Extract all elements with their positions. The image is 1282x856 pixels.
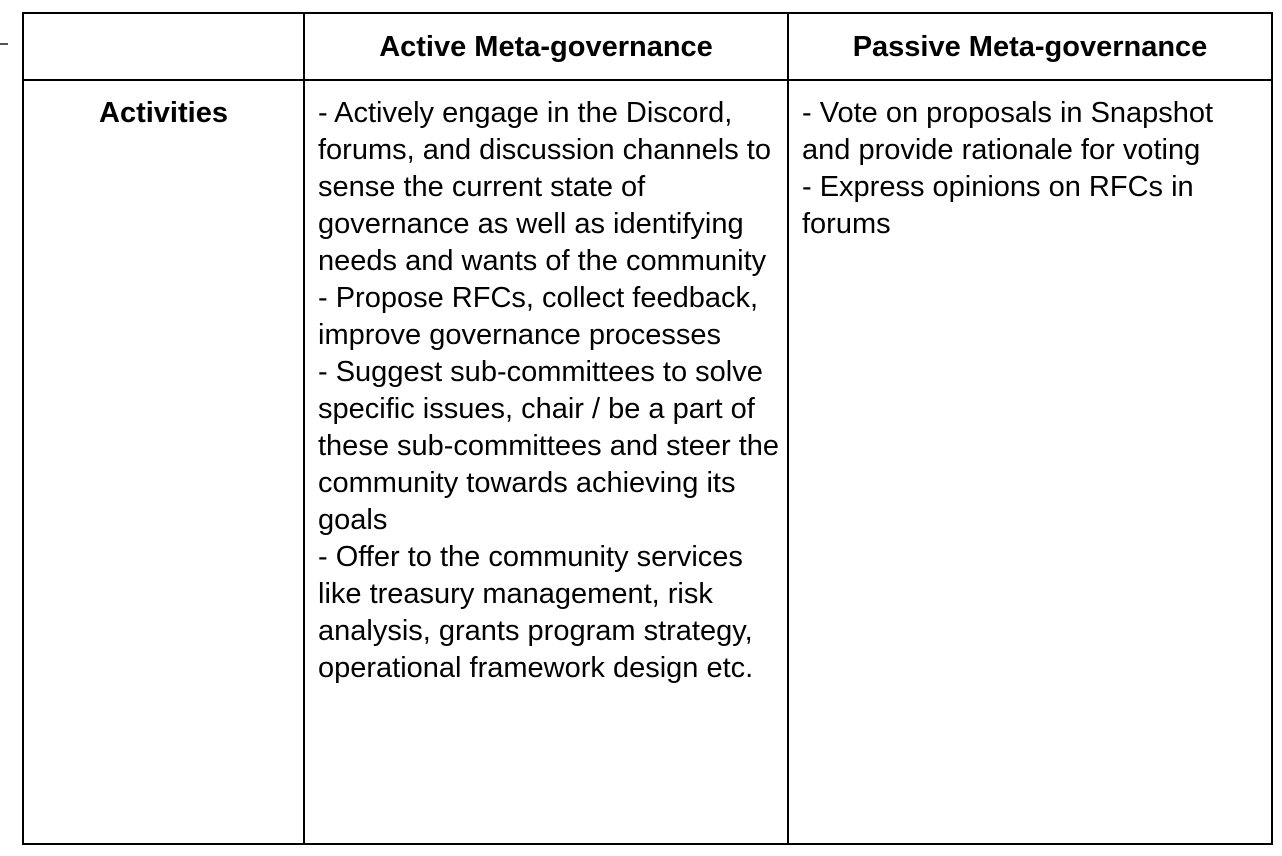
edge-dash-mark: [0, 43, 8, 45]
row-label-activities: Activities: [23, 80, 304, 844]
active-activity-item: - Offer to the community services like treasury management, risk analysis, grants program strategy, operational framework design etc.: [318, 541, 754, 684]
table-row: [23, 80, 1272, 844]
active-activities-cell: [304, 80, 788, 844]
header-active-meta-governance: Active Meta-governance: [304, 13, 788, 80]
active-activity-item: - Actively engage in the Discord, forums, and discussion channels to sense the current state of governance as well as identifying needs and wants of the community: [318, 97, 771, 277]
passive-activity-item: - Vote on proposals in Snapshot and provide rationale for voting: [802, 97, 1214, 166]
active-activity-item: - Suggest sub-committees to solve specific issues, chair / be a part of these sub-committees and steer the community towards achieving its goals: [318, 356, 780, 536]
header-passive-meta-governance: Passive Meta-governance: [788, 13, 1272, 80]
passive-activities-cell: [788, 80, 1272, 844]
corner-header-cell: [23, 13, 304, 80]
active-activity-item: - Propose RFCs, collect feedback, improve governance processes: [318, 282, 759, 351]
table-header-row: [23, 13, 1272, 80]
passive-activity-item: - Express opinions on RFCs in forums: [802, 171, 1194, 240]
meta-governance-table: [22, 12, 1273, 845]
